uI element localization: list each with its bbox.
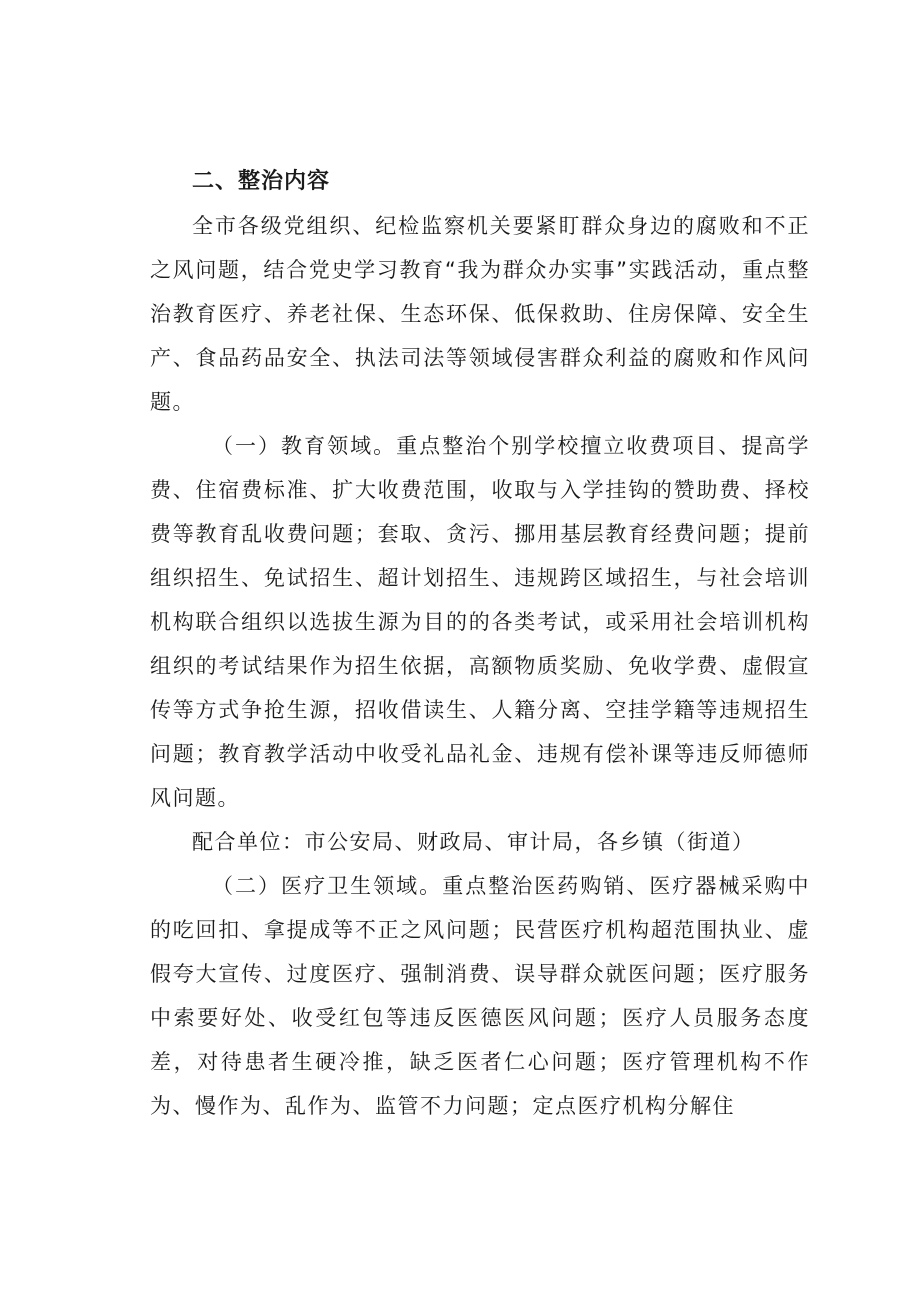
education-paragraph: （一）教育领域。重点整治个别学校擅立收费项目、提高学费、住宿费标准、扩大收费范围，收取与入学挂钩的赞助费、择校费等教育乱收费问题；套取、贪污、挪用基层教育经费问题；提前组织招生、免试招生、超计划招生、违规跨区域招生，与社会培训机构联合组织以选拔生源为目的的各类考试，或采用社会培训机构组织的考试结果作为招生依据，高额物质奖励、免收学费、虚假宣传等方式争抢生源，招收借读生、人籍分离、空挂学籍等违规招生问题；教育教学活动中收受礼品礼金、违规有偿补课等违反师德师风问题。 (150, 434, 810, 810)
section-heading: 二、整治内容 (192, 169, 331, 194)
document-body (150, 160, 810, 1128)
healthcare-paragraph: （二）医疗卫生领域。重点整治医药购销、医疗器械采购中的吃回扣、拿提成等不正之风问题；民营医疗机构超范围执业、虚假夸大宣传、过度医疗、强制消费、误导群众就医问题；医疗服务中索要好处、收受红包等违反医德医风问题；医疗人员服务态度差，对待患者生硬冷推，缺乏医者仁心问题；医疗管理机构不作为、慢作为、乱作为、监管不力问题；定点医疗机构分解住 (150, 874, 810, 1118)
intro-paragraph: 全市各级党组织、纪检监察机关要紧盯群众身边的腐败和不正之风问题，结合党史学习教育“我为群众办实事”实践活动，重点整治教育医疗、养老社保、生态环保、低保救助、住房保障、安全生产、食品药品安全、执法司法等领域侵害群众利益的腐败和作风问题。 (150, 214, 810, 414)
cooperating-units-note: 配合单位：市公安局、财政局、审计局，各乡镇（街道） (192, 830, 755, 854)
